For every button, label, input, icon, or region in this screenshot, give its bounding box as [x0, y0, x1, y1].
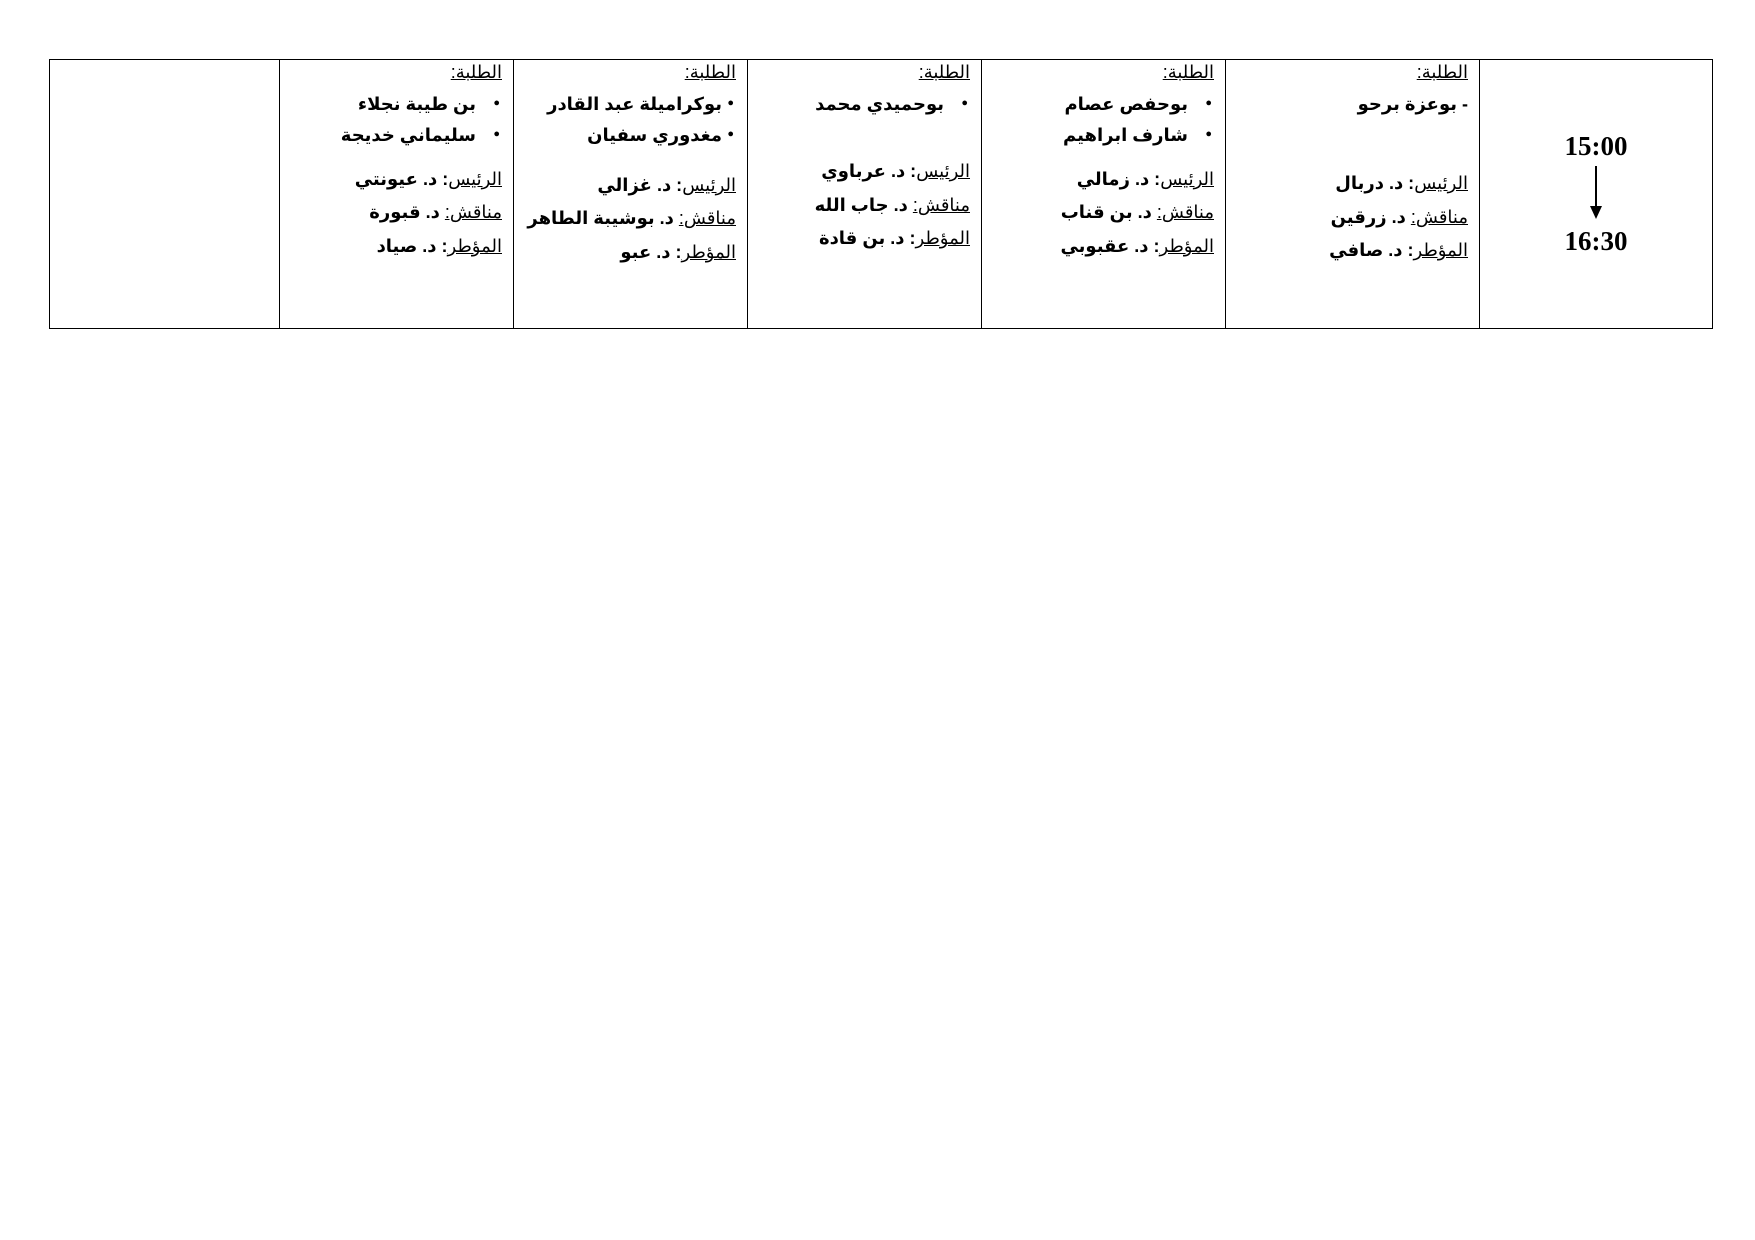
president-label: الرئيس — [448, 168, 502, 189]
examiner-value: د. زرقين — [1330, 206, 1411, 227]
examiner-row — [990, 202, 1214, 224]
president-label: الرئيس — [682, 174, 736, 195]
president-label: الرئيس — [1160, 168, 1214, 189]
arrow-down-icon — [1588, 166, 1604, 220]
supervisor-row — [522, 242, 736, 264]
student-name: ● مغدوري سفيان — [522, 125, 736, 147]
students-label: الطلبة: — [684, 62, 736, 82]
supervisor-label: المؤطر — [915, 228, 970, 249]
student-name: ● سليماني خديجة — [288, 125, 502, 147]
supervisor-value: : د. عبو — [620, 241, 682, 262]
supervisor-row — [990, 236, 1214, 258]
examiner-label: مناقش: — [444, 202, 502, 223]
examiner-value: د. جاب الله — [814, 194, 913, 215]
group-cell-2 — [982, 60, 1226, 329]
president-row — [522, 175, 736, 197]
president-value: : د. عيونتي — [354, 168, 449, 189]
president-value: : د. عرباوي — [821, 161, 917, 182]
supervisor-label: المؤطر — [1159, 235, 1214, 256]
president-row — [288, 169, 502, 191]
supervisor-value: : د. صافي — [1329, 240, 1414, 261]
student-list — [756, 94, 970, 116]
examiner-label: مناقش: — [1156, 202, 1214, 223]
student-name: ● بوكراميلة عبد القادر — [522, 94, 736, 116]
group-cell-5 — [280, 60, 514, 329]
examiner-row — [522, 208, 736, 230]
president-row — [1234, 173, 1468, 195]
student-name: - بوعزة برحو — [1357, 93, 1468, 114]
president-value: : د. زمالي — [1076, 168, 1161, 189]
time-cell — [1480, 60, 1713, 329]
students-label: الطلبة: — [450, 62, 502, 82]
president-value: : د. غزالي — [597, 174, 683, 195]
examiner-value: د. بن قناب — [1060, 202, 1157, 223]
student-name: ● بن طيبة نجلاء — [288, 94, 502, 116]
supervisor-label: المؤطر — [681, 241, 736, 262]
defense-schedule-table — [49, 59, 1713, 329]
supervisor-row — [288, 236, 502, 258]
examiner-row — [288, 202, 502, 224]
student-list — [990, 94, 1214, 147]
supervisor-value: : د. صياد — [376, 235, 448, 256]
student-list — [522, 94, 736, 147]
examiner-row — [1234, 207, 1468, 229]
group-cell-4 — [514, 60, 748, 329]
empty-cell — [50, 60, 280, 329]
start-time: 15:00 — [1564, 131, 1628, 161]
students-label: الطلبة: — [1416, 62, 1468, 82]
student-name: ● بوحفص عصام — [990, 94, 1214, 116]
examiner-row — [756, 195, 970, 217]
president-row — [756, 161, 970, 183]
student-list — [288, 94, 502, 147]
supervisor-row — [1234, 240, 1468, 262]
president-label: الرئيس — [916, 161, 970, 182]
group-cell-3 — [748, 60, 982, 329]
supervisor-label: المؤطر — [447, 235, 502, 256]
supervisor-value: : د. بن قادة — [818, 228, 916, 249]
student-name: ● شارف ابراهيم — [990, 125, 1214, 147]
students-label: الطلبة: — [918, 62, 970, 82]
supervisor-label: المؤطر — [1413, 240, 1468, 261]
end-time: 16:30 — [1564, 226, 1628, 256]
examiner-value: د. بوشيبة الطاهر — [527, 208, 679, 229]
president-label: الرئيس — [1414, 173, 1468, 194]
supervisor-row — [756, 228, 970, 250]
president-row — [990, 169, 1214, 191]
students-label: الطلبة: — [1162, 62, 1214, 82]
president-value: : د. دربال — [1335, 173, 1415, 194]
supervisor-value: : د. عقبوبي — [1060, 235, 1160, 256]
examiner-label: مناقش: — [912, 194, 970, 215]
group-cell-1 — [1226, 60, 1480, 329]
examiner-label: مناقش: — [1410, 206, 1468, 227]
schedule-row — [50, 60, 1713, 329]
examiner-value: د. قبورة — [369, 202, 445, 223]
examiner-label: مناقش: — [678, 208, 736, 229]
student-name: ● بوحميدي محمد — [756, 94, 970, 116]
